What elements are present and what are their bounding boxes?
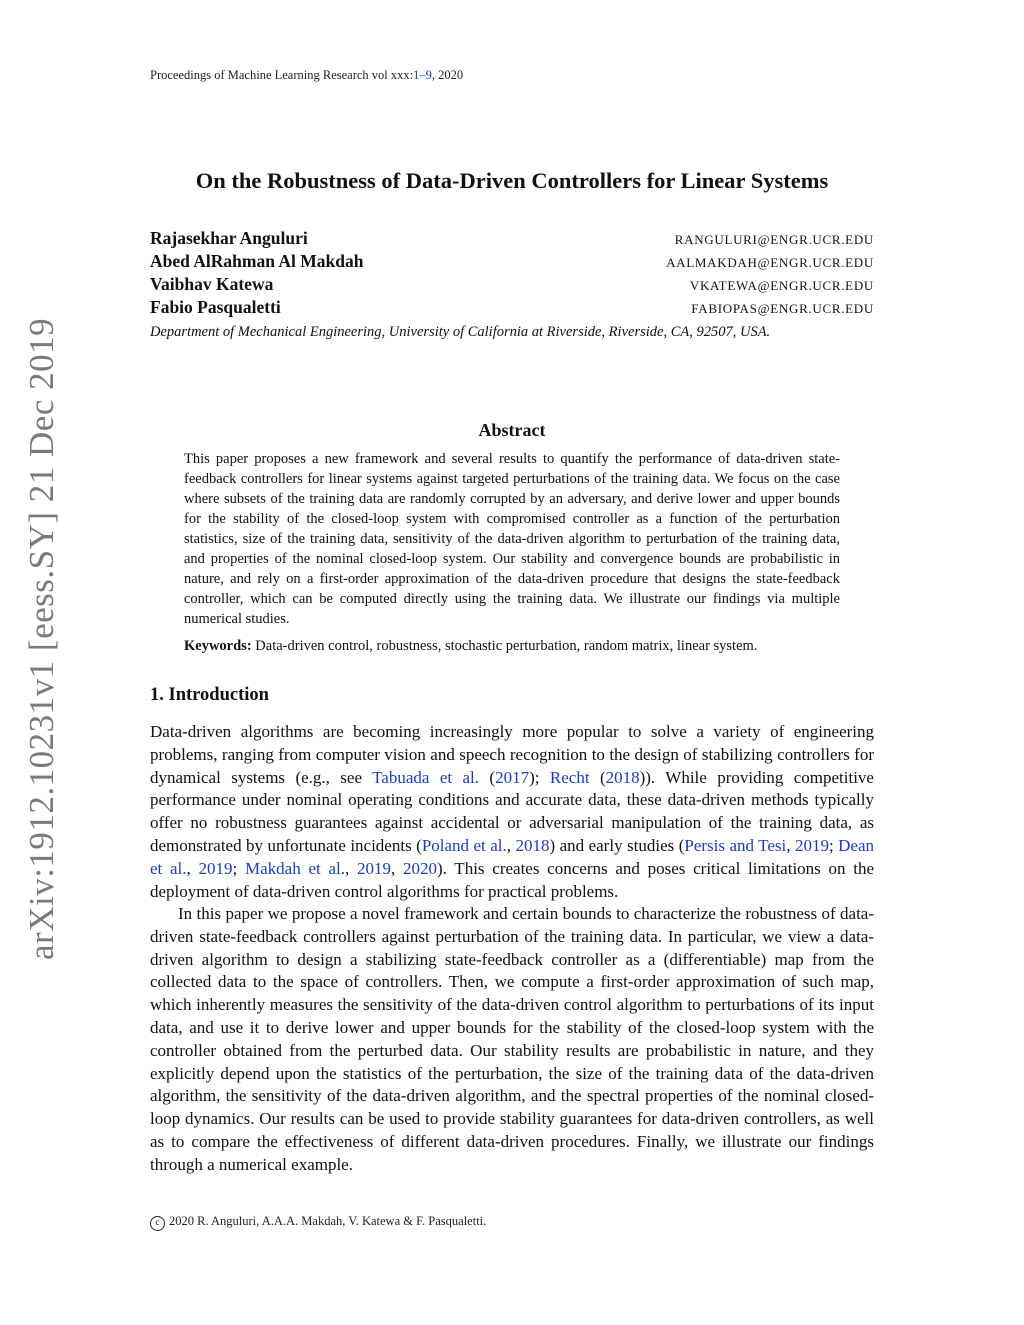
keywords-text: Data-driven control, robustness, stochastic perturbation, random matrix, linear system. (255, 638, 758, 654)
paragraph-text: ). This creates concerns and poses critical limitations on the deployment of data-driven control algorithms for practical problems. (150, 858, 875, 901)
paragraph-text: ) and early studies ( (549, 835, 685, 855)
citation-link[interactable]: 2019 (198, 858, 233, 878)
proceedings-text: Proceedings of Machine Learning Research vol xxx: (150, 68, 414, 82)
citation-link[interactable]: Persis and Tesi (684, 835, 787, 855)
citation-link[interactable]: 2018 (515, 835, 550, 855)
paragraph-text: ( (479, 767, 496, 787)
citation-link[interactable]: Makdah et al. (245, 858, 345, 878)
author-name: Rajasekhar Anguluri (150, 228, 308, 248)
abstract-body: This paper proposes a new framework and several results to quantify the performance of data-driven state-feedback controllers for linear systems against targeted perturbations of the training data. We focus on the case where subsets of the training data are randomly corrupted by an adversary, and derive lower and upper bounds for the stability of the closed-loop system with compromised controller as a function of the perturbation statistics, size of the training data, sensitivity of the data-driven algorithm to perturbation of the training data, and properties of the nominal closed-loop system. Our stability and convergence bounds are probabilistic in nature, and rely on a first-order approximation of the data-driven procedure that designs the state-feedback controller, which can be computed directly using the training data. We illustrate our findings via multiple numerical studies. (184, 451, 840, 627)
copyright-text: 2020 R. Anguluri, A.A.A. Makdah, V. Katewa & F. Pasqualetti. (169, 1214, 487, 1228)
keywords (184, 636, 844, 656)
abstract-heading: Abstract (478, 420, 546, 440)
citation-link[interactable]: Poland et al. (421, 835, 507, 855)
author-name: Fabio Pasqualetti (150, 297, 281, 317)
paragraph-text: , (786, 835, 795, 855)
paragraph-text: , (506, 835, 516, 855)
paragraph-text: ; (232, 858, 245, 878)
citation-link[interactable]: 2019 (794, 835, 829, 855)
author-row (150, 297, 874, 319)
paragraph-text: , (344, 858, 357, 878)
paragraph-text: ; (828, 835, 839, 855)
intro-paragraph-2: In this paper we propose a novel framework and certain bounds to characterize the robustness of data-driven state-feedback controllers against perturbation of the training data. In particular, we view a data-driven algorithm to design a stabilizing state-feedback controller as a (differentiable) map from the collected data to the space of controllers. Then, we compute a first-order approximation of such map, which inherently measures the sensitivity of the data-driven control algorithm to perturbations of its input data, and use it to derive lower and upper bounds for the stability of the closed-loop system with the controller obtained from the perturbed data. Our stability results are probabilistic in nature, and they explicitly depend upon the statistics of the perturbation, the size of the training data of the data-driven algorithm, the sensitivity of the data-driven algorithm, and the spectral properties of the nominal closed-loop dynamics. Our results can be used to provide stability guarantees for data-driven controllers, as well as to compare the effectiveness of different data-driven procedures. Finally, we illustrate our findings through a numerical example. (150, 904, 874, 1174)
proceedings-header (150, 68, 463, 83)
author-email: RANGULURI@ENGR.UCR.EDU (674, 232, 874, 247)
arxiv-stamp: arXiv:1912.10231v1 [eess.SY] 21 Dec 2019 (22, 317, 61, 960)
paper-title: On the Robustness of Data-Driven Controllers for Linear Systems (195, 168, 829, 193)
paragraph-text: ); (529, 767, 550, 787)
citation-link[interactable]: Recht (549, 767, 590, 787)
paragraph-text: , (186, 858, 199, 878)
author-name: Vaibhav Katewa (150, 274, 274, 294)
author-row (150, 228, 874, 250)
pages-link[interactable]: 1–9 (413, 68, 432, 82)
author-row (150, 274, 874, 296)
intro-paragraph-1 (150, 721, 874, 903)
paragraph-text: )). While providing competitive performance under nominal operating conditions and accurate data, these data-driven methods typically offer no robustness guarantees against accidental or adversarial manipulation of the training data, as demonstrated by unfortunate incidents ( (150, 767, 874, 855)
citation-link[interactable]: 2019 (356, 858, 391, 878)
author-email: AALMAKDAH@ENGR.UCR.EDU (666, 255, 874, 270)
proceedings-year: , 2020 (431, 68, 464, 82)
author-row (150, 251, 874, 273)
paragraph-text: , (390, 858, 403, 878)
citation-link[interactable]: 2020 (402, 858, 437, 878)
citation-link[interactable]: 2017 (495, 767, 530, 787)
paragraph-text: Data-driven algorithms are becoming increasingly more popular to solve a variety of engineering problems, ranging from computer vision and speech recognition to the design of stabilizing controllers for dynamical systems (e.g., see (150, 722, 874, 787)
affiliation: Department of Mechanical Engineering, University of California at Riverside, Riverside, CA, 92507, USA. (150, 324, 771, 340)
paragraph-text: ( (589, 767, 606, 787)
citation-link[interactable]: Dean et al. (150, 835, 875, 878)
author-name: Abed AlRahman Al Makdah (150, 251, 364, 271)
copyright-footer (150, 1214, 486, 1231)
author-email: VKATEWA@ENGR.UCR.EDU (689, 278, 874, 293)
citation-link[interactable]: 2018 (605, 767, 640, 787)
keywords-label: Keywords: (184, 638, 252, 654)
citation-link[interactable]: Tabuada et al. (372, 767, 480, 787)
author-email: FABIOPAS@ENGR.UCR.EDU (691, 301, 874, 316)
copyright-icon: c (150, 1216, 165, 1231)
section-heading: 1. Introduction (150, 685, 269, 705)
